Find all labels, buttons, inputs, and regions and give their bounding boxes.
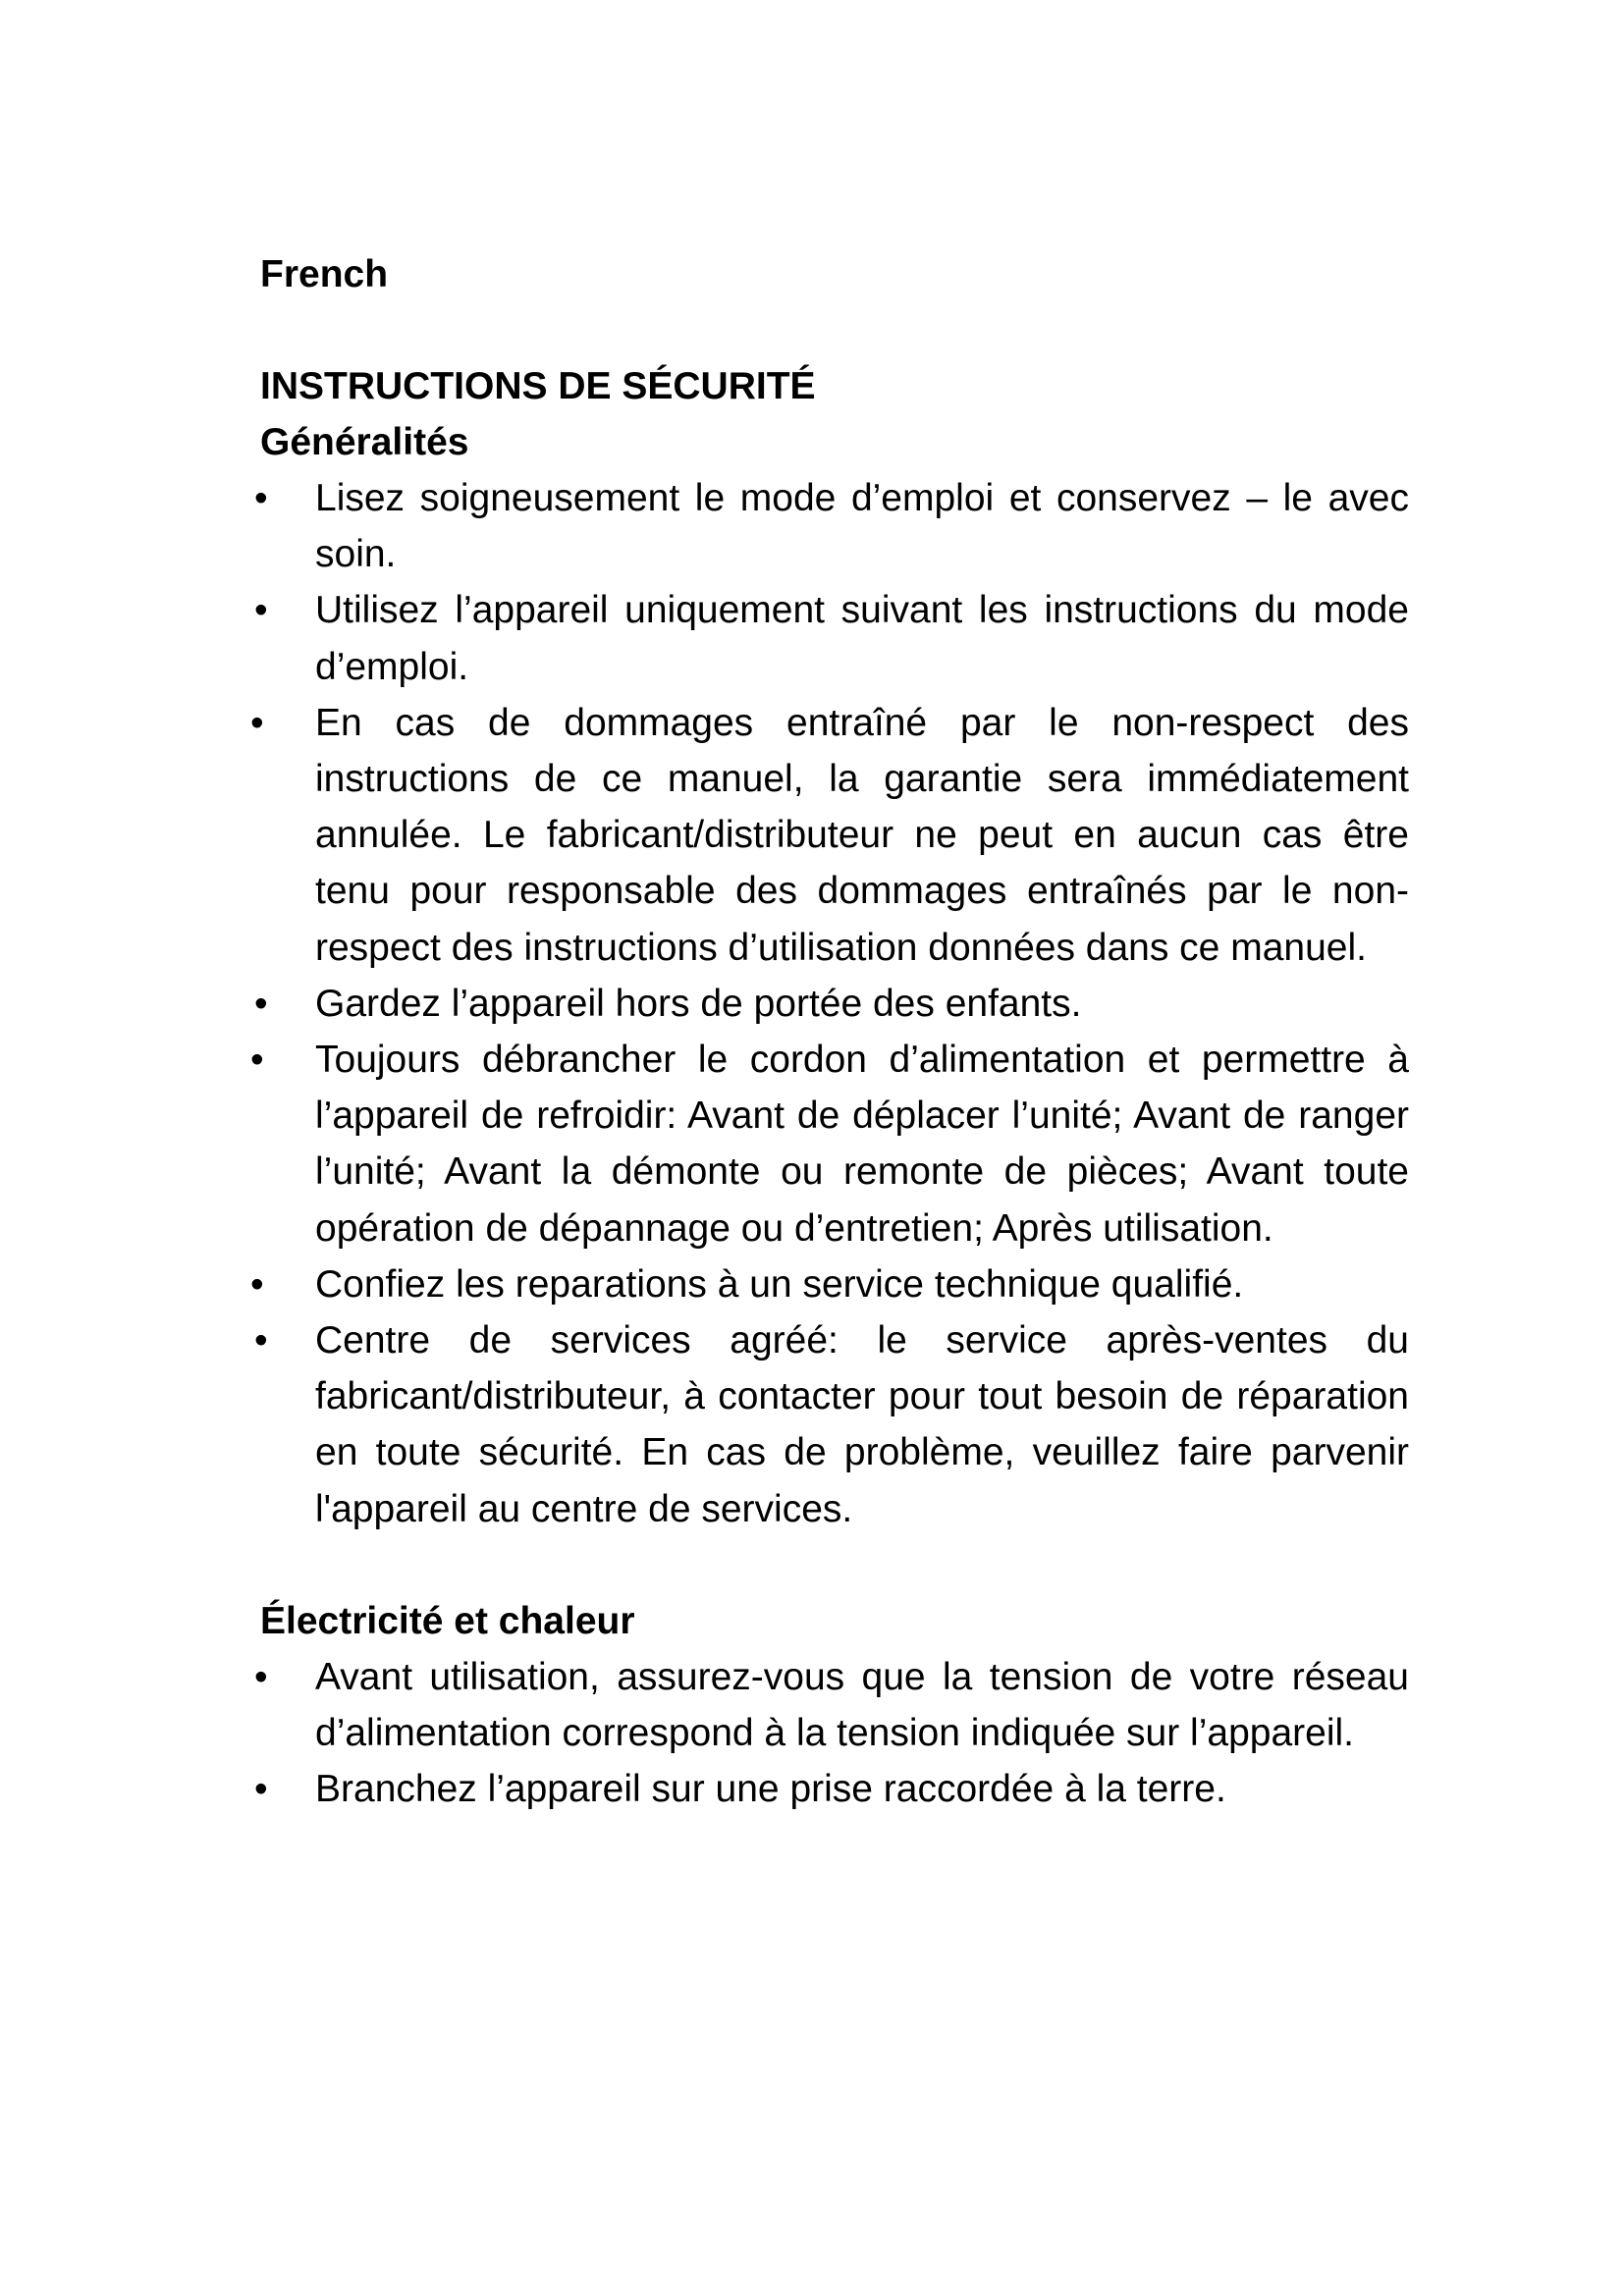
list-item: • Toujours débrancher le cordon d’alimentation et permettre à l’appareil de refroidir: Avant de déplacer l’unité; Avant de ranger l’unité; Avant la démonte ou remonte de pièces; Avant toute opération de dépannage ou d’entretien; Après utilisation. [260,1032,1409,1256]
bullet-icon: • [250,701,264,744]
list-item: • Avant utilisation, assurez-vous que la tension de votre réseau d’alimentation correspond à la tension indiquée sur l’appareil. [260,1649,1409,1761]
bullet-icon: • [254,982,268,1025]
language-label: French [260,253,389,295]
list-item: • Centre de services agréé: le service après-ventes du fabricant/distributeur, à contacter pour tout besoin de réparation en toute sécurité. En cas de problème, veuillez faire parvenir l'appareil au centre de services. [260,1312,1409,1537]
bullet-icon: • [254,1655,268,1698]
list-item: • Lisez soigneusement le mode d’emploi et conservez – le avec soin. [260,470,1409,582]
bullet-list-electricite [254,1649,1409,1818]
bullet-icon: • [254,589,268,632]
list-item: • En cas de dommages entraîné par le non-respect des instructions de ce manuel, la garantie sera immédiatement annulée. Le fabricant/distributeur ne peut en aucun cas être tenu pour responsable des dommages entraînés par le non-respect des instructions d’utilisation données dans ce manuel. [260,695,1409,976]
section-heading-generalites: Généralités [260,421,469,463]
bullet-icon: • [254,477,268,519]
section-heading-electricite: Électricité et chaleur [260,1599,635,1642]
list-item: • Branchez l’appareil sur une prise raccordée à la terre. [260,1761,1409,1817]
list-item: • Confiez les reparations à un service technique qualifié. [260,1256,1409,1312]
list-item: • Gardez l’appareil hors de portée des enfants. [260,976,1409,1032]
bullet-list-generalites [250,470,1409,1537]
page-title: INSTRUCTIONS DE SÉCURITÉ [260,365,816,407]
bullet-icon: • [250,1262,264,1306]
list-item: • Utilisez l’appareil uniquement suivant les instructions du mode d’emploi. [260,582,1409,694]
bullet-icon: • [254,1319,268,1362]
document-page [250,247,1409,1817]
bullet-icon: • [250,1039,264,1082]
bullet-icon: • [254,1768,268,1811]
